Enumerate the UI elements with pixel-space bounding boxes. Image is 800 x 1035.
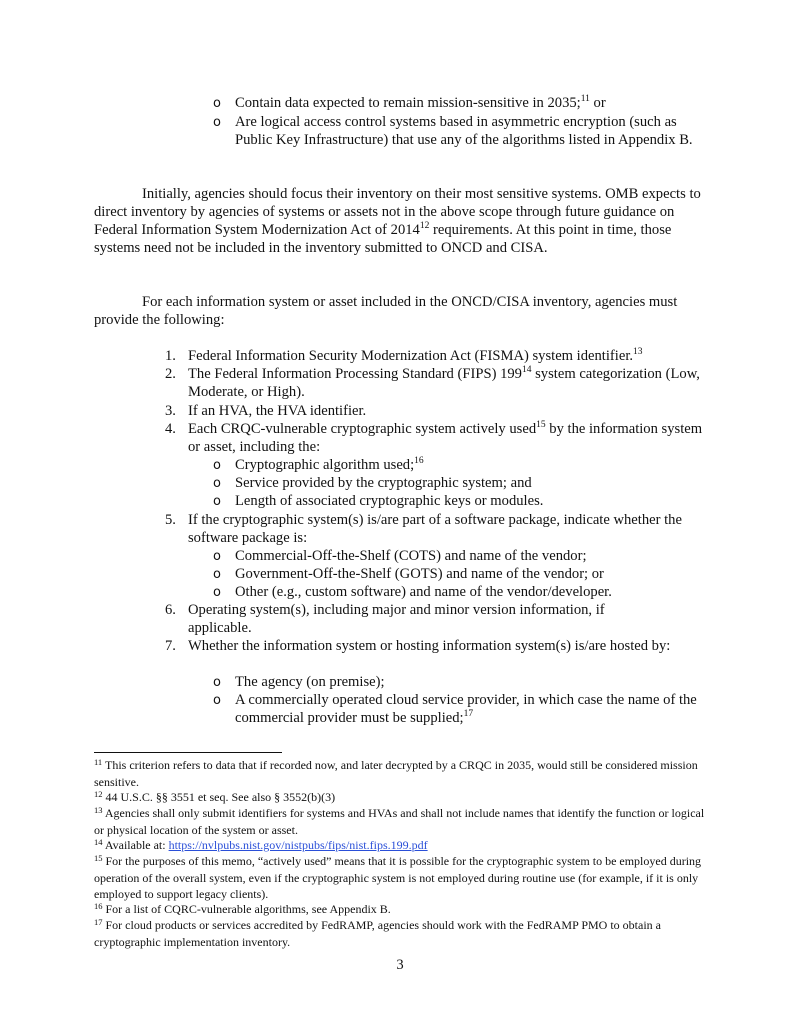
list-4-sub-2: Service provided by the cryptographic system; and [235, 475, 532, 491]
fips-199-link[interactable]: https://nvlpubs.nist.gov/nistpubs/fips/nist.fips.199.pdf [168, 838, 428, 852]
list-item-3: If an HVA, the HVA identifier. [188, 403, 367, 419]
bullet-glyph: o [213, 585, 221, 600]
list-7-sub-1: The agency (on premise); [235, 674, 385, 690]
list-5-sub-1: Commercial-Off-the-Shelf (COTS) and name of the vendor; [235, 548, 587, 564]
list-5-sub-3: Other (e.g., custom software) and name of the vendor/developer. [235, 584, 612, 600]
list-item-5: If the cryptographic system(s) is/are part of a software package, indicate whether the software package is: [188, 512, 682, 546]
footnote-ref: 16 [414, 456, 424, 466]
footnote-17: $^{17}$ For cloud products or services accredited by FedRAMP, agencies should work with the FedRAMP PMO to obtain a cryptographic implementation inventory. [94, 917, 661, 949]
bullet-glyph: o [213, 115, 221, 130]
footnote-11: $^{11}$ This criterion refers to data that if recorded now, and later decrypted by a CRQC in 2035, would still be considered mission sensitive. [94, 757, 698, 789]
list-number: 1. [165, 348, 176, 364]
bullet-glyph: o [213, 458, 221, 473]
list-number: 4. [165, 421, 176, 437]
bullet-glyph: o [213, 476, 221, 491]
footnote-ref: 11 [580, 94, 590, 104]
list-7-sub-2: A commercially operated cloud service provider, in which case the name of the commercial provider must be supplied;$^{17}$ [235, 692, 697, 726]
list-number: 7. [165, 638, 176, 654]
list-number: 2. [165, 366, 176, 382]
list-4-sub-1: Cryptographic algorithm used;$^{16}$ [235, 456, 424, 473]
list-item-7: Whether the information system or hosting information system(s) is/are hosted by: [188, 638, 671, 654]
list-item-4: Each CRQC-vulnerable cryptographic system actively used$^{15}$ by the information system or asset, including the: [188, 420, 703, 455]
footnote-ref: 14 [521, 365, 532, 375]
footnote-ref: 17 [463, 709, 474, 719]
list-number: 6. [165, 602, 176, 618]
bullet-glyph: o [213, 675, 221, 690]
footnote-separator [94, 752, 282, 753]
footnote-ref: 15 [536, 420, 546, 430]
bullet-glyph: o [213, 549, 221, 564]
footnote-14: $^{14}$ Available at: https://nvlpubs.nist.gov/nistpubs/fips/nist.fips.199.pdf [94, 837, 428, 852]
list-number: 5. [165, 512, 176, 528]
footnote-15: $^{15}$ For the purposes of this memo, “actively used” means that it is possible for the cryptographic system to be employed during operation of the overall system, even if the cryptographic system is not employed during routine use (for example, if it is only employed to support legacy clients). [94, 853, 702, 901]
list-5-sub-2: Government-Off-the-Shelf (GOTS) and name of the vendor; or [235, 566, 604, 582]
paragraph-inventory-focus: Initially, agencies should focus their inventory on their most sensitive systems. OMB expects to direct inventory by agencies of systems or assets not in the above scope through future guidance on Federal Information System Modernization Act of 2014$^{12}$ requirements. At this point in time, those systems need not be included in the inventory submitted to ONCD and CISA. [94, 186, 701, 256]
footnote-16: $^{16}$ For a list of CQRC-vulnerable algorithms, see Appendix B. [94, 901, 391, 916]
top-bullet-1: Contain data expected to remain mission-sensitive in 2035;$^{11}$ or [235, 94, 606, 111]
list-number: 3. [165, 403, 176, 419]
bullet-glyph: o [213, 693, 221, 708]
page-number: 3 [396, 957, 404, 973]
list-item-6: Operating system(s), including major and minor version information, if applicable. [188, 602, 605, 636]
bullet-glyph: o [213, 567, 221, 582]
top-bullet-2: Are logical access control systems based in asymmetric encryption (such as Public Key Infrastructure) that use any of the algorithms listed in Appendix B. [235, 114, 693, 148]
footnote-13: $^{13}$ Agencies shall only submit identifiers for systems and HVAs and shall not include names that identify the function or logical or physical location of the system or asset. [94, 805, 705, 837]
list-4-sub-3: Length of associated cryptographic keys or modules. [235, 493, 544, 509]
footnote-ref: 13 [633, 347, 643, 357]
bullet-glyph: o [213, 96, 221, 111]
list-item-1: Federal Information Security Modernization Act (FISMA) system identifier.$^{13}$ [188, 347, 643, 364]
paragraph-requirements-intro: For each information system or asset included in the ONCD/CISA inventory, agencies must provide the following: [94, 294, 678, 328]
list-item-2: The Federal Information Processing Standard (FIPS) $199^{14}$ system categorization (Low, Moderate, or High). [188, 365, 700, 400]
bullet-glyph: o [213, 494, 221, 509]
footnote-ref: 12 [419, 221, 430, 231]
footnote-12: $^{12}$ 44 U.S.C. §§ 3551 et seq. See also § 3552(b)(3) [94, 789, 336, 804]
